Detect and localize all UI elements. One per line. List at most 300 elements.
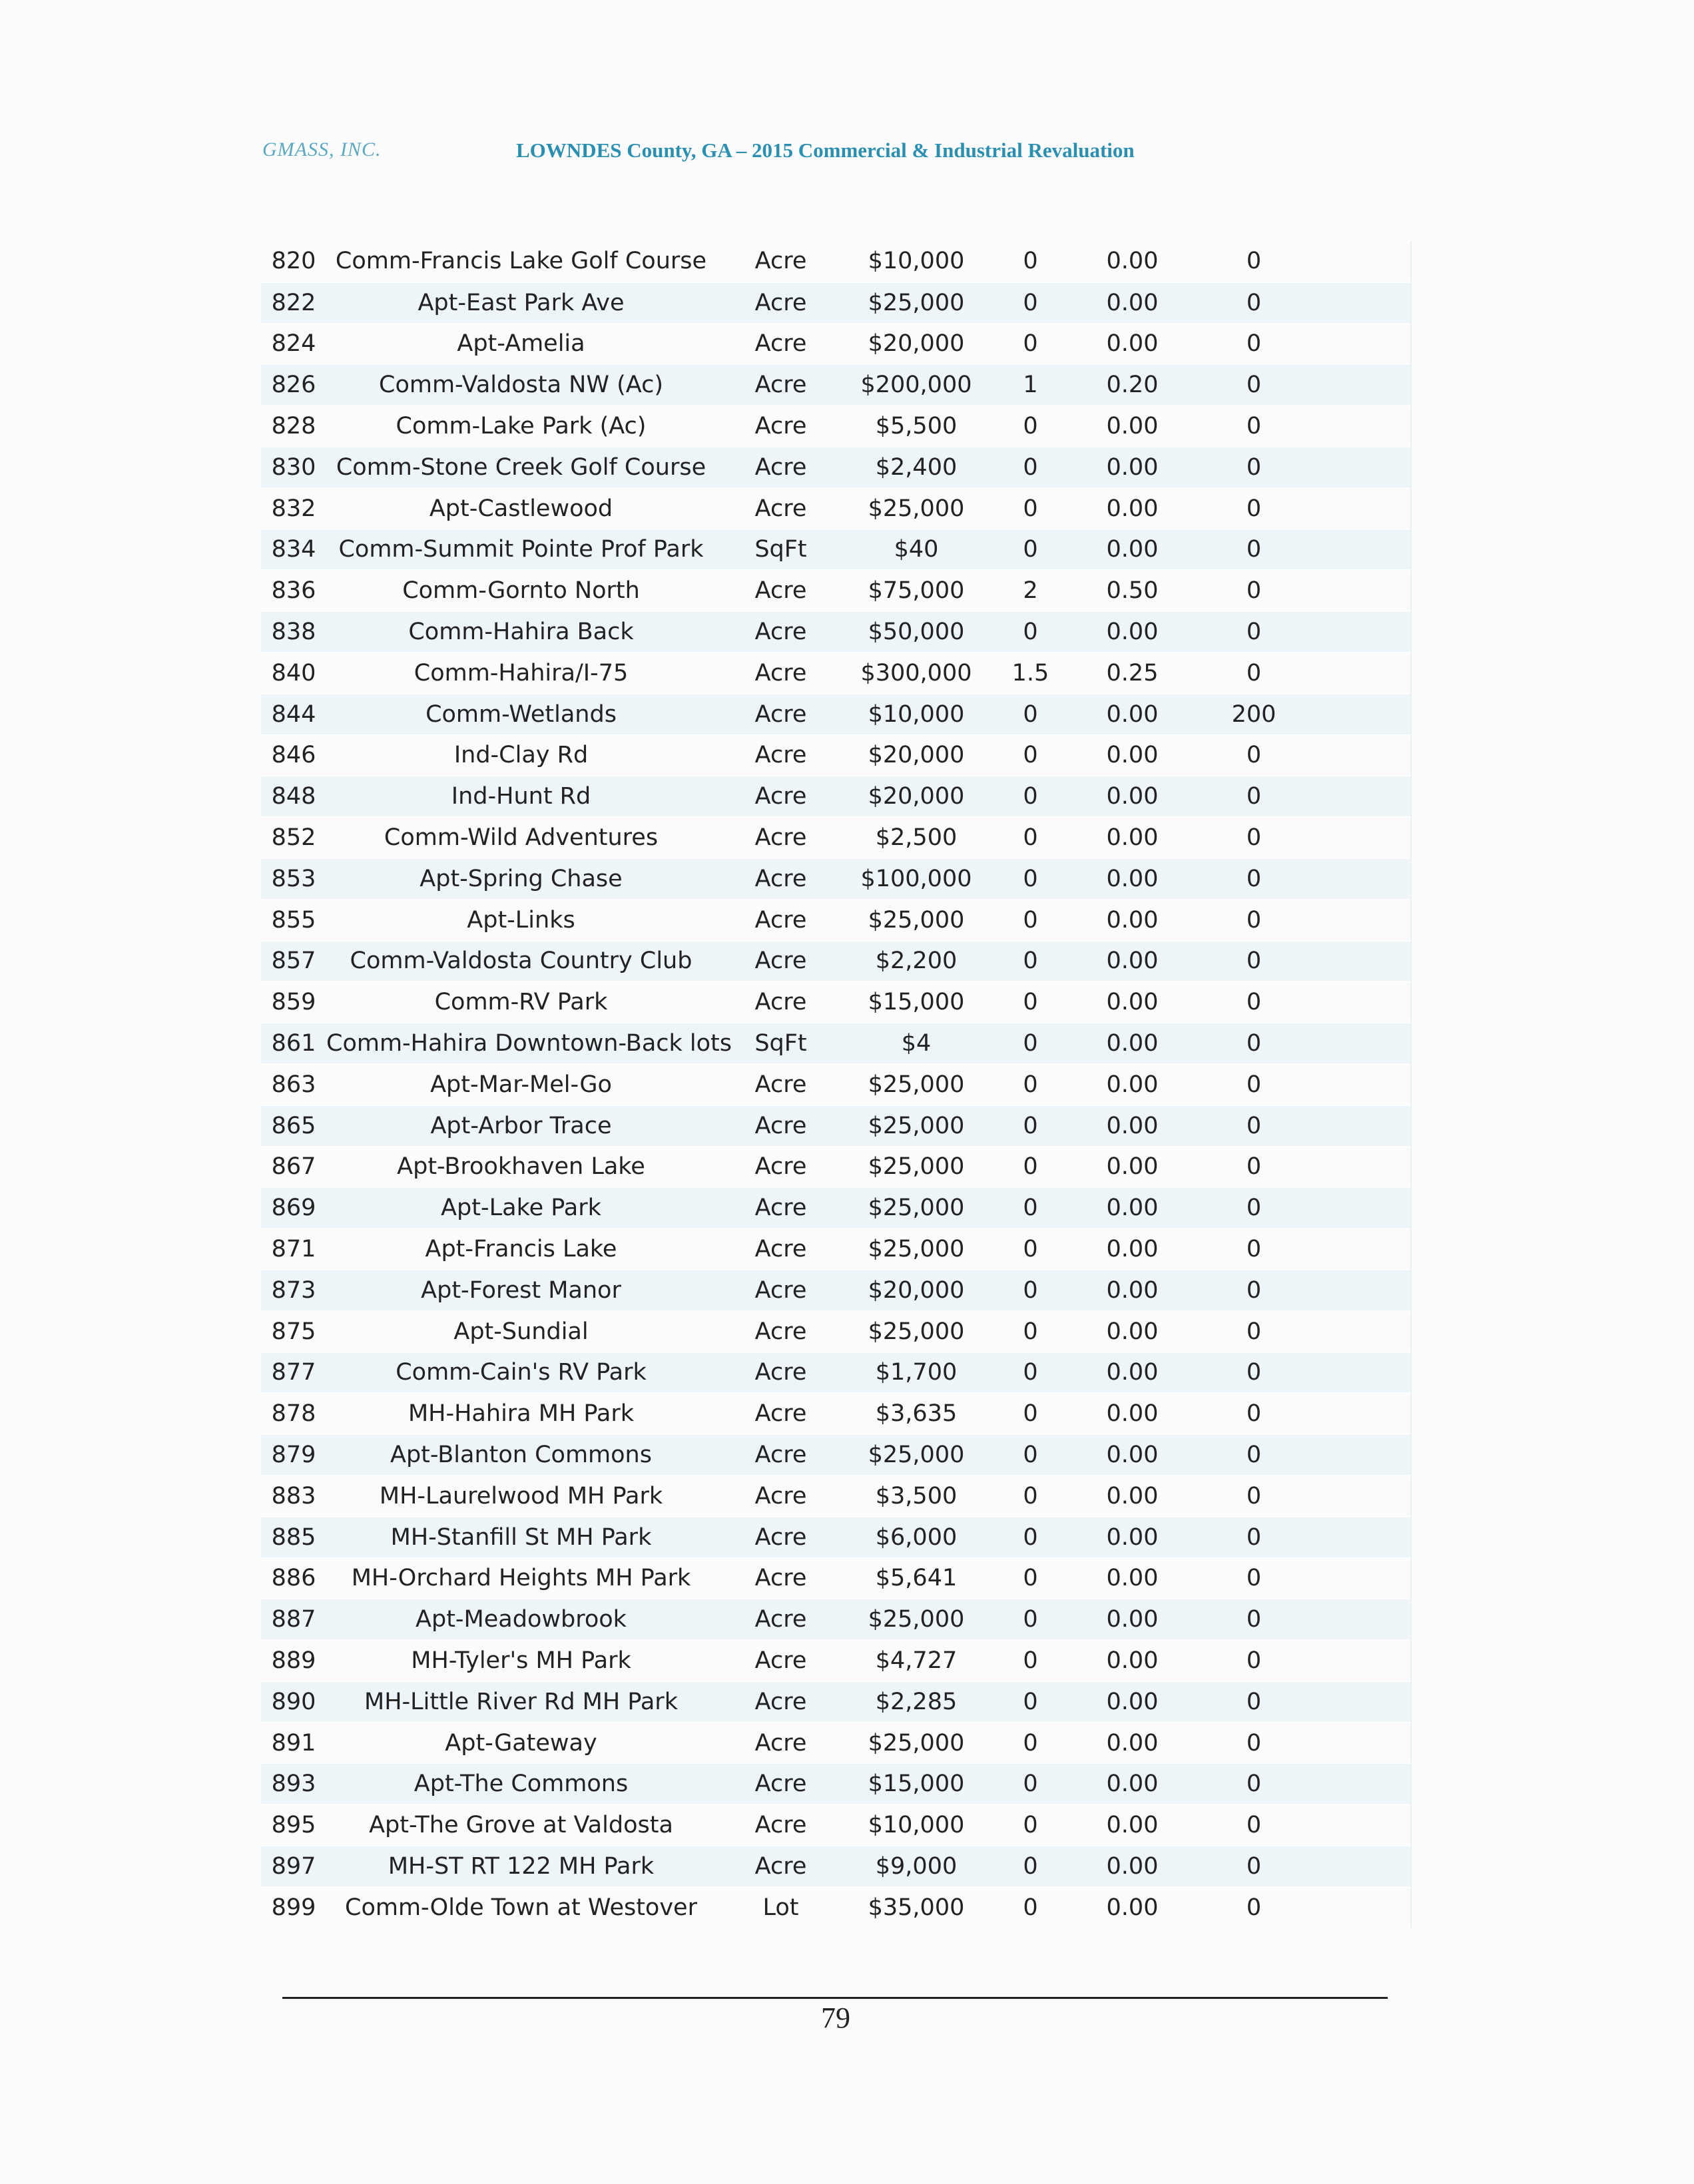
row-code: 873 [271,1276,316,1304]
row-unit: Acre [754,1647,807,1674]
row-adj-2: 0.00 [1106,1276,1159,1304]
row-adj-3: 0 [1246,1647,1262,1674]
row-adj-3: 0 [1246,413,1262,440]
table-row [261,1105,1410,1147]
row-adj-3: 0 [1246,536,1262,563]
row-spacer [1317,406,1410,447]
row-adj-2: 0.00 [1106,1606,1159,1633]
table-row [261,1476,1410,1517]
row-code: 899 [271,1894,316,1921]
row-unit-price: $10,000 [868,1812,965,1839]
row-description: Ind-Clay Rd [453,742,589,769]
row-unit-price: $25,000 [868,1236,965,1263]
row-spacer [1317,1434,1410,1476]
table-row [261,1640,1410,1681]
row-adj-1: 0 [1023,1442,1038,1468]
row-adj-2: 0.00 [1106,742,1159,769]
row-adj-3: 0 [1246,948,1262,975]
row-spacer [1317,324,1410,365]
row-unit: Acre [754,989,807,1016]
row-code: 840 [271,659,316,686]
row-adj-1: 0 [1023,1359,1038,1386]
row-unit: Acre [754,1729,807,1757]
row-adj-1: 1 [1023,372,1038,399]
row-adj-1: 0 [1023,536,1038,563]
row-code: 832 [271,495,316,522]
row-description: Comm-Lake Park (Ac) [396,413,647,440]
row-unit-price: $3,635 [875,1400,958,1428]
row-code: 857 [271,948,316,975]
row-spacer [1317,447,1410,488]
row-spacer [1317,1476,1410,1517]
row-code: 830 [271,453,316,481]
table-row [261,324,1410,365]
row-description: MH-Hahira MH Park [408,1400,635,1428]
row-unit-price: $300,000 [860,659,972,686]
row-unit-price: $9,000 [875,1852,958,1880]
row-unit-price: $10,000 [868,700,965,728]
row-spacer [1317,941,1410,982]
row-adj-3: 0 [1246,1276,1262,1304]
row-unit-price: $25,000 [868,495,965,522]
row-description: Comm-Gornto North [402,577,640,605]
row-code: 885 [271,1523,316,1551]
row-code: 891 [271,1729,316,1757]
row-spacer [1317,694,1410,735]
row-adj-2: 0.00 [1106,1442,1159,1468]
row-adj-3: 0 [1246,372,1262,399]
row-adj-3: 0 [1246,1318,1262,1345]
row-unit-price: $25,000 [868,1153,965,1181]
row-unit-price: $25,000 [868,1318,965,1345]
table-row [261,1352,1410,1394]
table-row [261,611,1410,653]
row-adj-1: 0 [1023,1153,1038,1181]
row-code: 863 [271,1071,316,1098]
row-unit: Acre [754,1852,807,1880]
document-title: LOWNDES County, GA – 2015 Commercial & Industrial Revaluation [516,138,1135,162]
row-unit: Acre [754,1812,807,1839]
table-row [261,1723,1410,1764]
row-adj-3: 0 [1246,1812,1262,1839]
row-unit: Acre [754,330,807,358]
row-code: 834 [271,536,316,563]
row-unit-price: $25,000 [868,1195,965,1222]
row-unit-price: $5,641 [875,1565,958,1592]
row-spacer [1317,735,1410,776]
row-spacer [1317,1763,1410,1804]
table-row [261,1147,1410,1188]
row-adj-2: 0.20 [1106,372,1159,399]
row-adj-3: 0 [1246,1236,1262,1263]
row-adj-3: 0 [1246,906,1262,934]
table-row [261,735,1410,776]
row-code: 828 [271,413,316,440]
row-adj-3: 0 [1246,989,1262,1016]
row-spacer [1317,1187,1410,1228]
row-unit: Acre [754,659,807,686]
row-unit-price: $6,000 [875,1523,958,1551]
row-adj-3: 200 [1231,700,1276,728]
row-unit-price: $50,000 [868,619,965,646]
row-adj-1: 0 [1023,1812,1038,1839]
row-adj-2: 0.00 [1106,413,1159,440]
row-code: 855 [271,906,316,934]
row-spacer [1317,900,1410,941]
row-description: Apt-The Grove at Valdosta [369,1812,673,1839]
row-description: Apt-Mar-Mel-Go [430,1071,612,1098]
row-adj-1: 0 [1023,1236,1038,1263]
row-description: Apt-Forest Manor [421,1276,621,1304]
row-adj-3: 0 [1246,824,1262,852]
row-description: Comm-Stone Creek Golf Course [336,453,706,481]
row-adj-2: 0.00 [1106,1565,1159,1592]
row-adj-2: 0.00 [1106,1771,1159,1798]
row-adj-2: 0.00 [1106,948,1159,975]
row-adj-3: 0 [1246,1729,1262,1757]
row-unit: Acre [754,1688,807,1715]
row-code: 844 [271,700,316,728]
row-unit: Acre [754,577,807,605]
row-code: 893 [271,1771,316,1798]
row-unit: Acre [754,1523,807,1551]
row-spacer [1317,1270,1410,1311]
row-code: 852 [271,824,316,852]
row-description: Apt-Brookhaven Lake [397,1153,645,1181]
row-adj-3: 0 [1246,1688,1262,1715]
row-spacer [1317,1681,1410,1723]
row-adj-2: 0.00 [1106,1236,1159,1263]
row-adj-2: 0.25 [1106,659,1159,686]
row-adj-2: 0.00 [1106,1112,1159,1139]
row-adj-2: 0.00 [1106,824,1159,852]
row-unit-price: $5,500 [875,413,958,440]
row-spacer [1317,1804,1410,1846]
row-adj-3: 0 [1246,865,1262,892]
row-unit-price: $3,500 [875,1482,958,1509]
row-unit: Acre [754,1400,807,1428]
row-adj-1: 0 [1023,1195,1038,1222]
row-adj-1: 0 [1023,1647,1038,1674]
footer-divider [282,1997,1388,1999]
row-unit-price: $2,200 [875,948,958,975]
row-description: Apt-The Commons [414,1771,629,1798]
row-adj-1: 0 [1023,1688,1038,1715]
row-unit-price: $75,000 [868,577,965,605]
row-unit-price: $25,000 [868,906,965,934]
row-description: Apt-Castlewood [429,495,613,522]
row-description: Apt-Sundial [453,1318,589,1345]
row-spacer [1317,1064,1410,1105]
row-spacer [1317,1887,1410,1928]
table-row [261,1393,1410,1434]
row-spacer [1317,1517,1410,1558]
row-unit-price: $200,000 [860,372,972,399]
row-unit: Acre [754,742,807,769]
row-adj-1: 0 [1023,1276,1038,1304]
row-description: Apt-Links [467,906,575,934]
row-description: MH-Tyler's MH Park [411,1647,631,1674]
row-code: 887 [271,1606,316,1633]
row-unit: Acre [754,700,807,728]
row-spacer [1317,529,1410,571]
row-unit: Acre [754,1318,807,1345]
row-description: Comm-Valdosta NW (Ac) [379,372,663,399]
row-code: 886 [271,1565,316,1592]
row-adj-2: 0.00 [1106,1318,1159,1345]
row-description: MH-Orchard Heights MH Park [351,1565,691,1592]
row-unit: Acre [754,1112,807,1139]
row-adj-2: 0.00 [1106,1812,1159,1839]
table-row [261,1517,1410,1558]
row-description: Comm-Hahira Downtown-Back lots [326,1030,732,1057]
table-row [261,1887,1410,1928]
row-code: 838 [271,619,316,646]
row-code: 875 [271,1318,316,1345]
row-adj-2: 0.00 [1106,495,1159,522]
row-unit: Acre [754,1771,807,1798]
row-code: 865 [271,1112,316,1139]
table-row [261,776,1410,817]
row-unit-price: $20,000 [868,1276,965,1304]
row-code: 848 [271,783,316,810]
row-unit: Acre [754,948,807,975]
row-spacer [1317,364,1410,406]
row-code: 897 [271,1852,316,1880]
row-spacer [1317,241,1410,282]
row-adj-2: 0.00 [1106,1482,1159,1509]
row-unit-price: $35,000 [868,1894,965,1921]
row-description: Comm-Hahira/I-75 [414,659,629,686]
table-row [261,241,1410,282]
row-adj-2: 0.00 [1106,1195,1159,1222]
row-description: Apt-Arbor Trace [430,1112,612,1139]
row-spacer [1317,817,1410,858]
row-adj-3: 0 [1246,330,1262,358]
row-unit-price: $40 [894,536,939,563]
row-unit-price: $20,000 [868,330,965,358]
row-adj-1: 0 [1023,1606,1038,1633]
row-unit: Acre [754,1276,807,1304]
row-unit: Acre [754,1606,807,1633]
row-adj-3: 0 [1246,577,1262,605]
row-description: Comm-RV Park [434,989,608,1016]
row-adj-1: 2 [1023,577,1038,605]
row-spacer [1317,981,1410,1023]
row-description: Comm-Hahira Back [408,619,634,646]
row-code: 879 [271,1442,316,1468]
page-number: 79 [821,2002,850,2034]
row-description: Apt-East Park Ave [418,289,625,316]
row-adj-1: 0 [1023,700,1038,728]
row-description: MH-Laurelwood MH Park [379,1482,663,1509]
row-adj-3: 0 [1246,1771,1262,1798]
row-unit-price: $2,500 [875,824,958,852]
table-row [261,1763,1410,1804]
table-row [261,1228,1410,1270]
row-code: 871 [271,1236,316,1263]
row-adj-1: 0 [1023,783,1038,810]
row-unit: Acre [754,453,807,481]
row-unit: Acre [754,1442,807,1468]
row-description: MH-ST RT 122 MH Park [388,1852,655,1880]
row-unit-price: $25,000 [868,289,965,316]
row-code: 861 [271,1030,316,1057]
row-unit-price: $20,000 [868,783,965,810]
table-row [261,1681,1410,1723]
table-row [261,1558,1410,1599]
row-unit: Acre [754,783,807,810]
row-spacer [1317,611,1410,653]
table-row [261,817,1410,858]
row-unit-price: $15,000 [868,989,965,1016]
row-adj-1: 0 [1023,1729,1038,1757]
row-unit: Acre [754,1236,807,1263]
row-adj-3: 0 [1246,1482,1262,1509]
table-row [261,900,1410,941]
row-spacer [1317,1599,1410,1640]
company-name: GMASS, INC. [262,138,382,160]
valuation-table [261,241,1412,1929]
table-row [261,653,1410,694]
row-adj-2: 0.00 [1106,1647,1159,1674]
row-adj-1: 0 [1023,453,1038,481]
row-code: 869 [271,1195,316,1222]
row-description: Comm-Summit Pointe Prof Park [338,536,704,563]
row-adj-3: 0 [1246,1442,1262,1468]
row-code: 859 [271,989,316,1016]
row-adj-3: 0 [1246,1195,1262,1222]
row-adj-2: 0.00 [1106,1400,1159,1428]
row-unit-price: $4 [901,1030,932,1057]
row-description: MH-Little River Rd MH Park [364,1688,678,1715]
row-description: MH-Stanfill St MH Park [390,1523,652,1551]
row-adj-3: 0 [1246,1894,1262,1921]
row-adj-1: 0 [1023,1852,1038,1880]
row-description: Ind-Hunt Rd [451,783,591,810]
row-spacer [1317,1558,1410,1599]
table-row [261,406,1410,447]
row-adj-3: 0 [1246,1523,1262,1551]
row-description: Apt-Meadowbrook [416,1606,627,1633]
row-adj-1: 0 [1023,289,1038,316]
row-unit-price: $25,000 [868,1071,965,1098]
row-unit: Acre [754,824,807,852]
row-unit: Acre [754,1153,807,1181]
row-unit: Acre [754,865,807,892]
row-adj-1: 0 [1023,1482,1038,1509]
table-body [261,241,1410,1928]
table-row [261,1434,1410,1476]
row-spacer [1317,1723,1410,1764]
row-code: 846 [271,742,316,769]
table-row [261,488,1410,529]
row-unit-price: $1,700 [875,1359,958,1386]
row-code: 824 [271,330,316,358]
row-adj-3: 0 [1246,1153,1262,1181]
table-row [261,364,1410,406]
row-adj-2: 0.00 [1106,783,1159,810]
row-adj-2: 0.00 [1106,906,1159,934]
table-row [261,282,1410,324]
row-description: Comm-Olde Town at Westover [345,1894,697,1921]
row-code: 895 [271,1812,316,1839]
row-unit: SqFt [754,1030,807,1057]
row-spacer [1317,488,1410,529]
row-adj-3: 0 [1246,1112,1262,1139]
row-spacer [1317,653,1410,694]
row-adj-3: 0 [1246,783,1262,810]
row-unit: Acre [754,289,807,316]
row-spacer [1317,1147,1410,1188]
row-adj-1: 0 [1023,824,1038,852]
row-spacer [1317,282,1410,324]
row-code: 889 [271,1647,316,1674]
row-description: Comm-Wetlands [425,700,617,728]
row-description: Apt-Spring Chase [420,865,623,892]
row-adj-3: 0 [1246,1852,1262,1880]
table-row [261,1023,1410,1064]
row-unit: Acre [754,1565,807,1592]
row-spacer [1317,1640,1410,1681]
row-description: Apt-Francis Lake [425,1236,617,1263]
row-adj-3: 0 [1246,453,1262,481]
row-adj-2: 0.00 [1106,1852,1159,1880]
row-adj-2: 0.00 [1106,330,1159,358]
row-unit-price: $20,000 [868,742,965,769]
row-description: Apt-Amelia [457,330,585,358]
row-adj-1: 0 [1023,413,1038,440]
row-adj-1: 0 [1023,989,1038,1016]
row-adj-1: 0 [1023,1318,1038,1345]
row-unit-price: $4,727 [875,1647,958,1674]
row-adj-3: 0 [1246,742,1262,769]
row-adj-1: 0 [1023,948,1038,975]
row-adj-1: 0 [1023,330,1038,358]
table-row [261,858,1410,900]
row-code: 867 [271,1153,316,1181]
row-adj-3: 0 [1246,495,1262,522]
row-unit: Lot [762,1894,799,1921]
row-adj-1: 0 [1023,1771,1038,1798]
row-adj-2: 0.00 [1106,865,1159,892]
row-adj-2: 0.00 [1106,453,1159,481]
row-adj-2: 0.00 [1106,1030,1159,1057]
row-unit-price: $25,000 [868,1606,965,1633]
row-unit-price: $25,000 [868,1112,965,1139]
row-description: Apt-Gateway [445,1729,597,1757]
row-adj-2: 0.00 [1106,289,1159,316]
row-code: 836 [271,577,316,605]
row-adj-3: 0 [1246,248,1262,275]
row-adj-1: 0 [1023,1894,1038,1921]
row-spacer [1317,1105,1410,1147]
row-adj-3: 0 [1246,1359,1262,1386]
table-row [261,570,1410,611]
table-row [261,941,1410,982]
row-adj-2: 0.00 [1106,1688,1159,1715]
row-adj-3: 0 [1246,619,1262,646]
row-description: Apt-Blanton Commons [390,1442,652,1468]
row-code: 822 [271,289,316,316]
row-unit: SqFt [754,536,807,563]
table-row [261,1804,1410,1846]
row-adj-2: 0.00 [1106,1071,1159,1098]
row-description: Comm-Valdosta Country Club [350,948,693,975]
row-unit: Acre [754,1482,807,1509]
row-unit-price: $25,000 [868,1442,965,1468]
row-adj-3: 0 [1246,289,1262,316]
